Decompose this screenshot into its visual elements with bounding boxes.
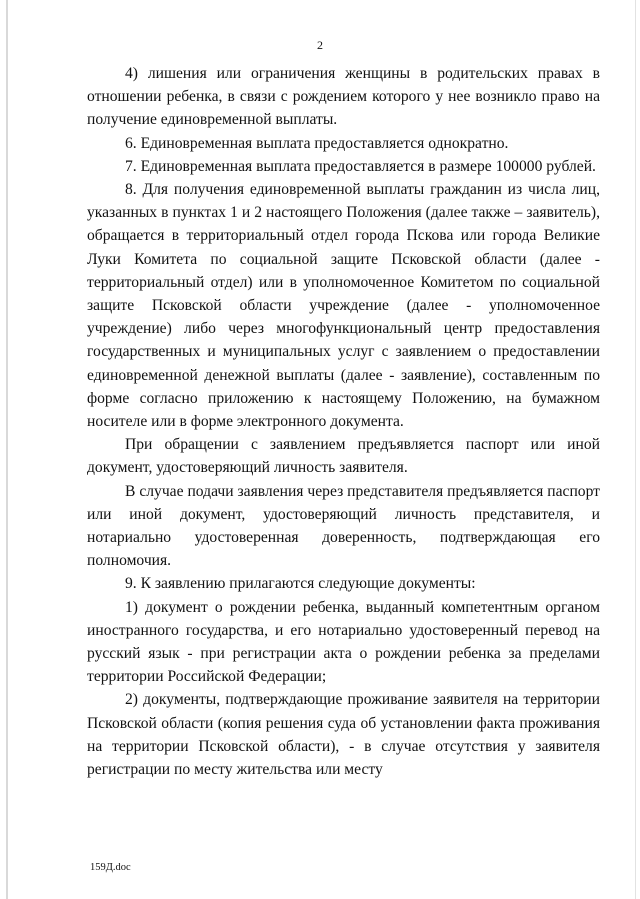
- paragraph-representative: В случае подачи заявления через представителя предъявляется паспорт или иной документ, удостоверяющий личность представителя, и нотариально удостоверенная доверенность, подтверждающая его полномочия.: [87, 482, 600, 570]
- scan-right-edge: [635, 0, 636, 899]
- paragraph-document-2: 2) документы, подтверждающие проживание заявителя на территории Псковской области (копия решения суда об установлении факта проживания на территории Псковской области), - в случае отсутствия у заявителя регистрации по месту жительства или месту: [87, 691, 600, 779]
- paragraph-passport-applicant: При обращении с заявлением предъявляется паспорт или иной документ, удостоверяющий личность заявителя.: [87, 436, 600, 477]
- paragraph-clause-8: 8. Для получения единовременной выплаты гражданин из числа лиц, указанных в пунктах 1 и 2 настоящего Положения (далее также – заявитель), обращается в территориальный отдел города Пскова или города Великие Луки Комитета по социальной защите Псковской области (далее - территориальный отдел) или в уполномоченное Комитетом по социальной защите Псковской области учреждение (далее - уполномоченное учреждение) либо через многофункциональный центр предоставления государственных и муниципальных услуг с заявлением о предоставлении единовременной денежной выплаты (далее - заявление), составленным по форме согласно приложению к настоящему Положению, на бумажном носителе или в форме электронного документа.: [87, 181, 600, 431]
- document-body: [87, 62, 600, 781]
- paragraph-document-1: 1) документ о рождении ребенка, выданный компетентным органом иностранного государства, и его нотариально удостоверенный перевод на русский язык - при регистрации акта о рождении ребенка за пределами территории Российской Федерации;: [87, 598, 600, 686]
- scan-left-edge: [6, 0, 8, 899]
- paragraph-clause-7: 7. Единовременная выплата предоставляется в размере 100000 рублей.: [125, 157, 596, 175]
- paragraph-clause-6: 6. Единовременная выплата предоставляется однократно.: [125, 134, 509, 152]
- page-number: 2: [317, 38, 323, 52]
- footer-filename: 159Д.doc: [90, 862, 131, 873]
- paragraph-clause-9: 9. К заявлению прилагаются следующие документы:: [125, 575, 476, 593]
- paragraph-item-4-deprivation: 4) лишения или ограничения женщины в родительских правах в отношении ребенка, в связи с рождением которого у нее возникло право на получение единовременной выплаты.: [87, 65, 600, 129]
